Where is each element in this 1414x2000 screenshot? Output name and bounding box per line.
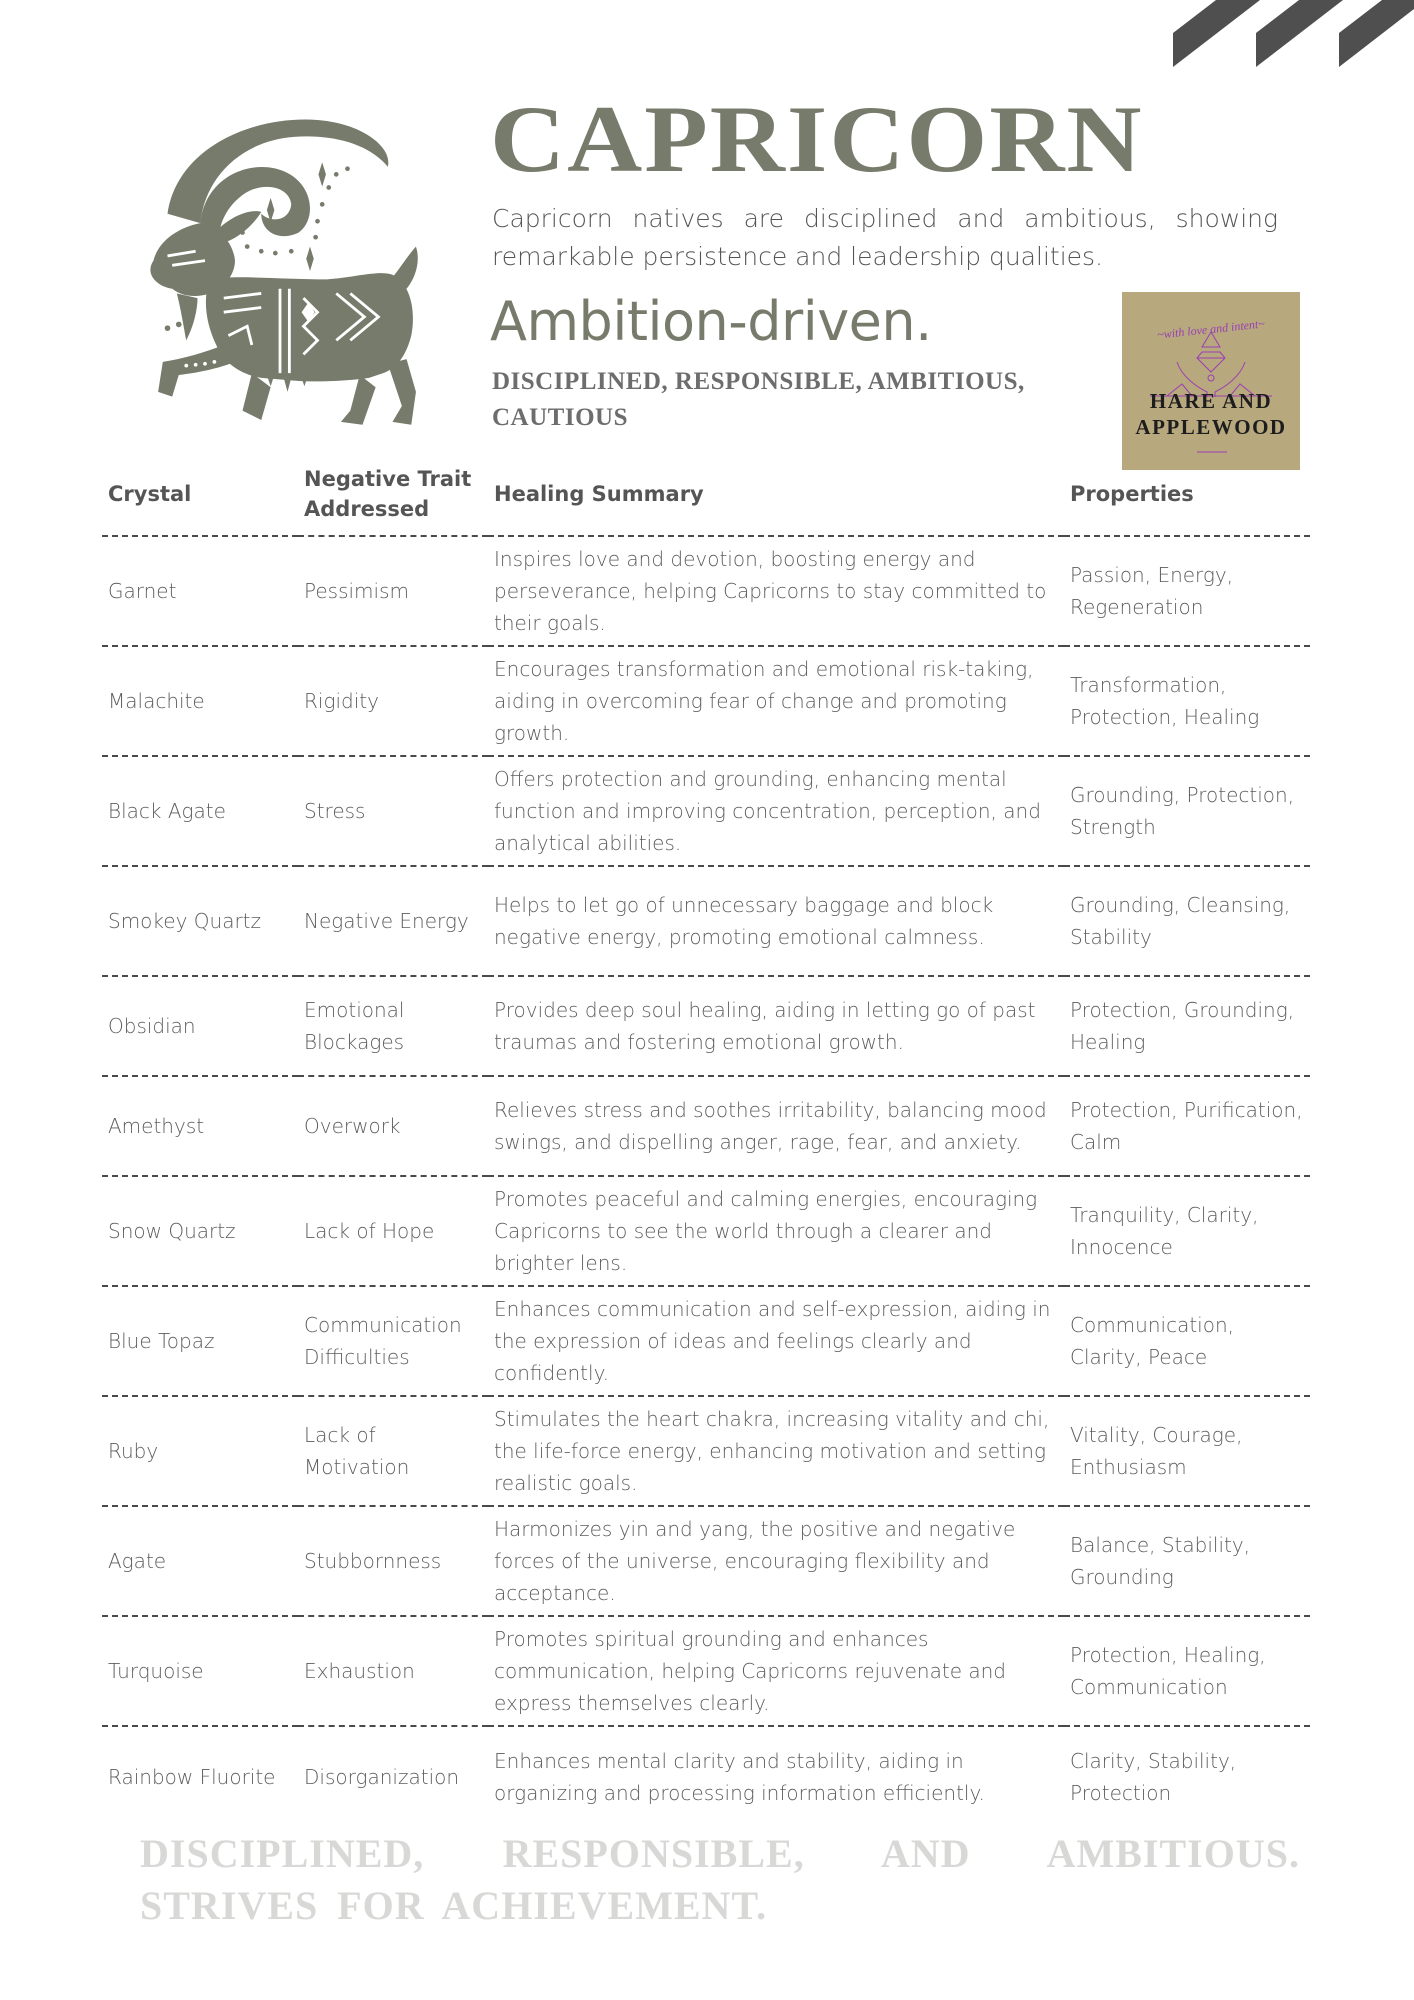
properties: Protection, Healing, Communication (1064, 1616, 1310, 1726)
negative-trait: Emotional Blockages (298, 976, 488, 1076)
crystal-name: Agate (102, 1506, 298, 1616)
properties: Transformation, Protection, Healing (1064, 646, 1310, 756)
negative-trait: Overwork (298, 1076, 488, 1176)
table-row (102, 536, 1310, 646)
properties: Balance, Stability, Grounding (1064, 1506, 1310, 1616)
table-row (102, 1506, 1310, 1616)
healing-summary: Offers protection and grounding, enhancing mental function and improving concentration, perception, and analytical abilities. (488, 756, 1064, 866)
table-row (102, 646, 1310, 756)
negative-trait: Negative Energy (298, 866, 488, 976)
healing-summary: Promotes peaceful and calming energies, encouraging Capricorns to see the world through a clearer and brighter lens. (488, 1176, 1064, 1286)
crystal-name: Black Agate (102, 756, 298, 866)
properties: Grounding, Cleansing, Stability (1064, 866, 1310, 976)
table-row (102, 976, 1310, 1076)
table-header-row (102, 455, 1310, 536)
healing-summary: Helps to let go of unnecessary baggage and block negative energy, promoting emotional calmness. (488, 866, 1064, 976)
healing-summary: Inspires love and devotion, boosting energy and perseverance, helping Capricorns to stay committed to their goals. (488, 536, 1064, 646)
capricorn-goat-icon (130, 110, 430, 430)
table-row (102, 1616, 1310, 1726)
properties: Passion, Energy, Regeneration (1064, 536, 1310, 646)
crystal-name: Rainbow Fluorite (108, 1764, 276, 1789)
logo-tagline: ~with love and intent~ (1156, 316, 1266, 342)
crystal-name: Garnet (102, 536, 298, 646)
intro-paragraph: Capricorn natives are disciplined and ambitious, showing remarkable persistence and leadership qualities. (492, 204, 1278, 271)
negative-trait: Stubbornness (298, 1506, 488, 1616)
healing-summary: Provides deep soul healing, aiding in letting go of past traumas and fostering emotional growth. (488, 976, 1064, 1076)
properties: Vitality, Courage, Enthusiasm (1064, 1396, 1310, 1506)
table-row (102, 756, 1310, 866)
properties: Communication, Clarity, Peace (1064, 1286, 1310, 1396)
diagonal-stripes-icon (1150, 0, 1414, 68)
healing-summary: Promotes spiritual grounding and enhances communication, helping Capricorns rejuvenate and express themselves clearly. (488, 1616, 1064, 1726)
table-row (102, 1286, 1310, 1396)
properties: Grounding, Protection, Strength (1064, 756, 1310, 866)
hare-and-applewood-logo (1122, 292, 1300, 470)
properties: Tranquility, Clarity, Innocence (1064, 1176, 1310, 1286)
healing-summary: Relieves stress and soothes irritability, balancing mood swings, and dispelling anger, rage, fear, and anxiety. (488, 1076, 1064, 1176)
healing-summary: Harmonizes yin and yang, the positive and negative forces of the universe, encouraging flexibility and acceptance. (488, 1506, 1064, 1616)
logo-name: HARE AND APPLEWOOD (1135, 389, 1287, 439)
footer-motto: DISCIPLINED, RESPONSIBLE, AND AMBITIOUS. STRIVES FOR ACHIEVEMENT. (140, 1831, 1300, 1928)
table-row (102, 866, 1310, 976)
header-negative-trait: Negative Trait Addressed (298, 455, 488, 536)
tagline: Ambition-driven. (490, 290, 932, 353)
crystal-name: Smokey Quartz (102, 866, 298, 976)
table-row (102, 1726, 1310, 1826)
healing-summary: Enhances communication and self-expression, aiding in the expression of ideas and feelings clearly and confidently. (488, 1286, 1064, 1396)
healing-summary: Stimulates the heart chakra, increasing vitality and chi, the life-force energy, enhancing motivation and setting realistic goals. (488, 1396, 1064, 1506)
header-properties: Properties (1064, 455, 1310, 536)
properties: Protection, Grounding, Healing (1064, 976, 1310, 1076)
negative-trait: Disorganization (304, 1764, 460, 1789)
page-title: CAPRICORN (490, 86, 1144, 193)
negative-trait: Exhaustion (298, 1616, 488, 1726)
healing-summary: Enhances mental clarity and stability, aiding in organizing and processing information efficiently. (494, 1748, 985, 1805)
table-row (102, 1076, 1310, 1176)
properties: Protection, Purification, Calm (1064, 1076, 1310, 1176)
healing-summary: Encourages transformation and emotional risk-taking, aiding in overcoming fear of change and promoting growth. (488, 646, 1064, 756)
crystal-name: Amethyst (102, 1076, 298, 1176)
crystal-name: Snow Quartz (102, 1176, 298, 1286)
crystal-table (102, 455, 1310, 1826)
crystal-name: Blue Topaz (102, 1286, 298, 1396)
crystal-name: Turquoise (102, 1616, 298, 1726)
header-healing-summary: Healing Summary (488, 455, 1064, 536)
negative-trait: Rigidity (298, 646, 488, 756)
negative-trait: Lack of Motivation (298, 1396, 488, 1506)
properties: Clarity, Stability, Protection (1070, 1748, 1237, 1805)
negative-trait: Stress (298, 756, 488, 866)
header-crystal: Crystal (102, 455, 298, 536)
crystal-name: Malachite (102, 646, 298, 756)
negative-trait: Lack of Hope (298, 1176, 488, 1286)
table-row (102, 1176, 1310, 1286)
traits-subtitle: DISCIPLINED, RESPONSIBLE, AMBITIOUS, CAUTIOUS (492, 368, 1025, 431)
crystal-name: Obsidian (102, 976, 298, 1076)
crystal-name: Ruby (102, 1396, 298, 1506)
negative-trait: Communication Difficulties (298, 1286, 488, 1396)
table-row (102, 1396, 1310, 1506)
negative-trait: Pessimism (298, 536, 488, 646)
